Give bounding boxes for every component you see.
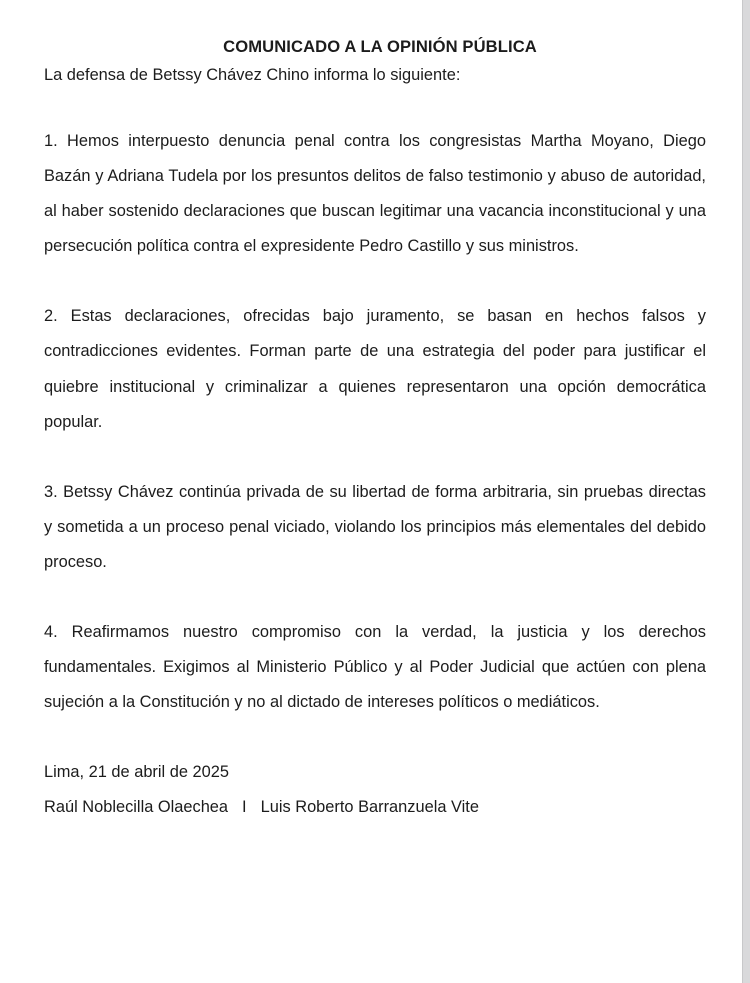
document-body bbox=[44, 34, 706, 825]
paragraph-2: 2. Estas declaraciones, ofrecidas bajo juramento, se basan en hechos falsos y contradicciones evidentes. Forman parte de una estrategia del poder para justificar el quiebre institucional y criminalizar a quienes representaron una opción democrática popular. bbox=[44, 307, 706, 431]
document-title: COMUNICADO A LA OPINIÓN PÚBLICA bbox=[223, 37, 537, 56]
intro-line: La defensa de Betssy Chávez Chino informa lo siguiente: bbox=[44, 66, 461, 84]
signer-separator: I bbox=[242, 798, 247, 817]
signer-first: Raúl Noblecilla Olaechea bbox=[44, 798, 229, 817]
date-line: Lima, 21 de abril de 2025 bbox=[44, 763, 229, 782]
paragraph-4: 4. Reafirmamos nuestro compromiso con la verdad, la justicia y los derechos fundamentales. Exigimos al Ministerio Público y al Poder Judicial que actúen con plena sujeción a la Constitución y no al dictado de intereses políticos o mediáticos. bbox=[44, 623, 706, 712]
signers-line bbox=[44, 790, 706, 825]
signer-second: Luis Roberto Barranzuela Vite bbox=[260, 798, 479, 817]
paragraph-3: 3. Betssy Chávez continúa privada de su libertad de forma arbitraria, sin pruebas directas y sometida a un proceso penal viciado, violando los principios más elementales del debido proceso. bbox=[44, 482, 706, 571]
paragraph-1: 1. Hemos interpuesto denuncia penal contra los congresistas Martha Moyano, Diego Bazán y Adriana Tudela por los presuntos delitos de falso testimonio y abuso de autoridad, al haber sostenido declaraciones que buscan legitimar una vacancia inconstitucional y una persecución política contra el expresidente Pedro Castillo y sus ministros. bbox=[44, 132, 706, 256]
